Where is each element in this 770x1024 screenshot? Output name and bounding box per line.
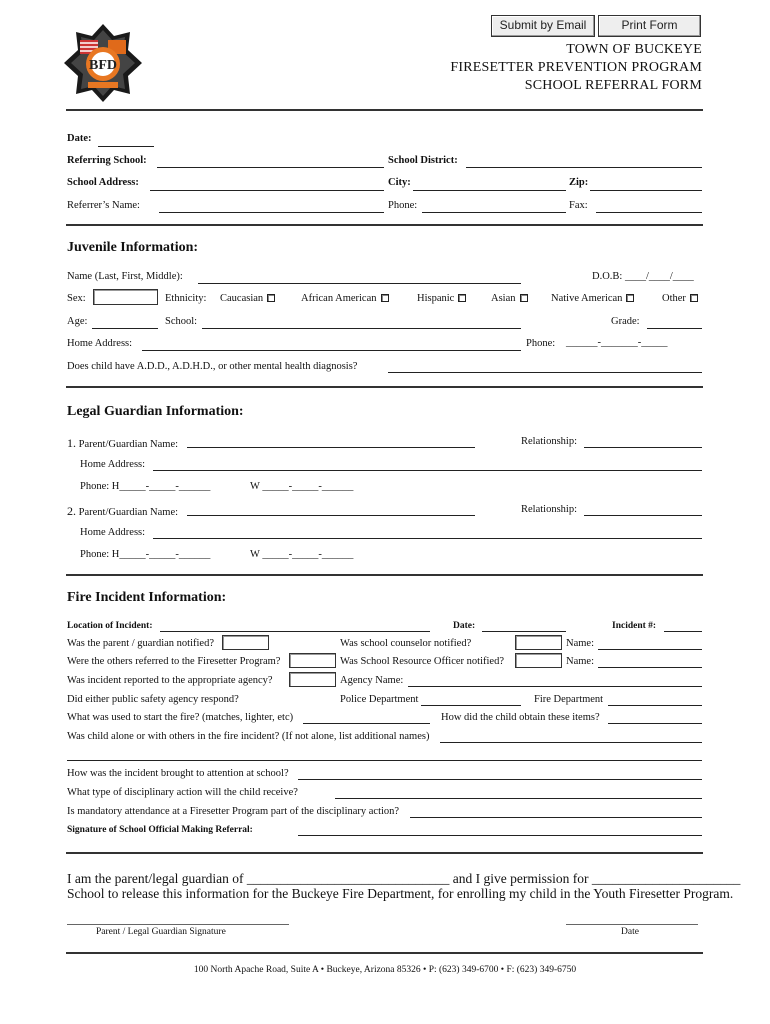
disciplinary-field[interactable] [335, 798, 702, 799]
guardian1-name-field[interactable] [187, 447, 475, 448]
incident-number-label: Incident #: [612, 621, 657, 631]
parent-notified-input[interactable] [222, 635, 269, 650]
guardian1-home-address-label: Home Address: [80, 459, 146, 470]
agency-name-label: Agency Name: [340, 675, 404, 686]
mandatory-label: Is mandatory attendance at a Firesetter Program part of the disciplinary action? [67, 806, 400, 817]
permission-statement: I am the parent/legal guardian of ______________________________ and I give permission for ______________________ [67, 871, 741, 886]
start-fire-field[interactable] [303, 723, 430, 724]
zip-label: Zip: [569, 177, 589, 188]
referrer-name-label: Referrer’s Name: [67, 200, 140, 211]
signature-date-field[interactable] [566, 924, 698, 925]
guardian2-relationship-label: Relationship: [521, 504, 577, 515]
guardian2-name-field[interactable] [187, 515, 475, 516]
section-rule [66, 852, 703, 854]
african-american-label: African American [301, 293, 377, 304]
official-signature-label: Signature of School Official Making Referral: [67, 825, 253, 835]
guardian-heading: Legal Guardian Information: [67, 404, 244, 419]
referrer-phone-field[interactable] [422, 212, 566, 213]
referrer-name-field[interactable] [159, 212, 384, 213]
sro-name-label: Name: [566, 656, 594, 667]
police-department-field[interactable] [421, 705, 521, 706]
native-american-label: Native American [551, 293, 623, 304]
caucasian-option[interactable] [220, 293, 275, 304]
diagnosis-field[interactable] [388, 372, 702, 373]
counselor-notified-label: Was school counselor notified? [340, 638, 472, 649]
school-address-field[interactable] [150, 190, 384, 191]
others-referred-label: Were the others referred to the Firesetter Program? [67, 656, 281, 667]
start-fire-label: What was used to start the fire? (matches, lighter, etc) [67, 712, 294, 723]
alone-label: Was child alone or with others in the fire incident? (If not alone, list additional names) [67, 731, 430, 742]
section-rule [66, 224, 703, 226]
svg-text:BFD: BFD [89, 58, 117, 73]
juvenile-name-field[interactable] [198, 283, 521, 284]
juvenile-name-label: Name (Last, First, Middle): [67, 271, 183, 282]
agency-name-field[interactable] [408, 686, 702, 687]
sro-notified-input[interactable] [515, 653, 562, 668]
diagnosis-label: Does child have A.D.D., A.D.H.D., or other mental health diagnosis? [67, 361, 358, 372]
african-american-option[interactable] [301, 293, 389, 304]
guardian2-home-address-field[interactable] [153, 538, 702, 539]
school-address-label: School Address: [67, 177, 139, 188]
guardian1-relationship-field[interactable] [584, 447, 702, 448]
counselor-name-field[interactable] [598, 649, 702, 650]
referring-school-field[interactable] [157, 167, 384, 168]
referring-school-label: Referring School: [67, 155, 147, 166]
alone-field-continued[interactable] [67, 760, 702, 761]
print-form-button[interactable]: Print Form [598, 15, 701, 37]
african-american-checkbox[interactable] [381, 294, 389, 302]
section-rule [66, 574, 703, 576]
other-label: Other [662, 293, 686, 304]
guardian-signature-label: Parent / Legal Guardian Signature [96, 927, 226, 937]
school-district-field[interactable] [466, 167, 702, 168]
guardian1-phone-home[interactable]: Phone: H_____-_____-______ [80, 481, 211, 492]
guardian1-home-address-field[interactable] [153, 470, 702, 471]
guardian2-name-label [67, 504, 178, 519]
other-option[interactable] [662, 293, 698, 304]
guardian2-home-address-label: Home Address: [80, 527, 146, 538]
counselor-name-label: Name: [566, 638, 594, 649]
parent-notified-label: Was the parent / guardian notified? [67, 638, 214, 649]
asian-checkbox[interactable] [520, 294, 528, 302]
other-checkbox[interactable] [690, 294, 698, 302]
guardian1-name-label [67, 436, 178, 451]
school-district-label: School District: [388, 155, 458, 166]
location-field[interactable] [160, 631, 430, 632]
school-label: School: [165, 316, 198, 327]
header-form-name: SCHOOL REFERRAL FORM [524, 78, 702, 93]
native-american-checkbox[interactable] [626, 294, 634, 302]
age-label: Age: [67, 316, 88, 327]
age-field[interactable] [92, 328, 158, 329]
hispanic-label: Hispanic [417, 293, 455, 304]
city-field[interactable] [413, 190, 566, 191]
official-signature-field[interactable] [298, 835, 702, 836]
juvenile-phone-label: Phone: [526, 338, 556, 349]
incident-date-field[interactable] [482, 631, 566, 632]
hispanic-option[interactable] [417, 293, 466, 304]
reported-agency-input[interactable] [289, 672, 336, 687]
guardian2-phone-home[interactable]: Phone: H_____-_____-______ [80, 549, 211, 560]
school-field[interactable] [202, 328, 521, 329]
submit-by-email-button[interactable]: Submit by Email [491, 15, 595, 37]
permission-statement-continued: School to release this information for the Buckeye Fire Department, for enrolling my child in the Youth Firesetter Program. [67, 886, 734, 901]
guardian-signature-field[interactable] [67, 924, 289, 925]
guardian2-phone-work[interactable]: W _____-_____-______ [250, 549, 354, 560]
disciplinary-label: What type of disciplinary action will the child receive? [67, 787, 298, 798]
sro-name-field[interactable] [598, 667, 702, 668]
home-address-label: Home Address: [67, 338, 133, 349]
counselor-notified-input[interactable] [515, 635, 562, 650]
asian-label: Asian [491, 293, 516, 304]
sex-label: Sex: [67, 293, 86, 304]
agency-respond-label: Did either public safety agency respond? [67, 694, 239, 705]
footer-address: 100 North Apache Road, Suite A • Buckeye, Arizona 85326 • P: (623) 349-6700 • F: (623) 349-6750 [193, 965, 577, 975]
grade-label: Grade: [611, 316, 640, 327]
guardian2-name-text: Parent/Guardian Name: [78, 507, 179, 518]
caucasian-label: Caucasian [220, 293, 264, 304]
signature-date-label: Date [621, 927, 639, 937]
ethnicity-label: Ethnicity: [165, 293, 207, 304]
obtain-items-label: How did the child obtain these items? [441, 712, 600, 723]
sex-input[interactable] [93, 289, 158, 305]
guardian1-name-text: Parent/Guardian Name: [78, 439, 179, 450]
city-label: City: [388, 177, 411, 188]
fax-field[interactable] [596, 212, 702, 213]
asian-option[interactable] [491, 293, 528, 304]
guardian2-relationship-field[interactable] [584, 515, 702, 516]
others-referred-input[interactable] [289, 653, 336, 668]
dob-label: D.O.B: ____/____/____ [592, 271, 694, 282]
home-address-field[interactable] [142, 350, 521, 351]
attention-field[interactable] [298, 779, 702, 780]
attention-label: How was the incident brought to attention at school? [67, 768, 289, 779]
header-town: TOWN OF BUCKEYE [566, 42, 702, 57]
alone-field[interactable] [440, 742, 702, 743]
caucasian-checkbox[interactable] [267, 294, 275, 302]
grade-field[interactable] [647, 328, 702, 329]
juvenile-heading: Juvenile Information: [67, 240, 199, 255]
fax-label: Fax: [569, 200, 588, 211]
header-program: FIRESETTER PREVENTION PROGRAM [450, 60, 702, 75]
incident-number-field[interactable] [664, 631, 702, 632]
section-rule [66, 386, 703, 388]
fire-department-label: Fire Department [534, 694, 604, 705]
guardian1-relationship-label: Relationship: [521, 436, 577, 447]
mandatory-field[interactable] [410, 817, 702, 818]
footer-rule [66, 952, 703, 954]
location-label: Location of Incident: [67, 621, 153, 631]
reported-agency-label: Was incident reported to the appropriate agency? [67, 675, 273, 686]
incident-date-label: Date: [453, 621, 476, 631]
header-rule [66, 109, 703, 111]
zip-field[interactable] [590, 190, 702, 191]
referrer-phone-label: Phone: [388, 200, 418, 211]
juvenile-phone-field[interactable]: ______-_______-_____ [566, 337, 668, 348]
fire-heading: Fire Incident Information: [67, 590, 227, 605]
police-department-label: Police Department [340, 694, 419, 705]
date-label: Date: [67, 133, 92, 144]
sro-notified-label: Was School Resource Officer notified? [340, 656, 504, 667]
guardian1-number: 1. [67, 436, 76, 450]
guardian1-phone-work[interactable]: W _____-_____-______ [250, 481, 354, 492]
date-field[interactable] [98, 146, 154, 147]
fire-department-logo [62, 22, 144, 104]
native-american-option[interactable] [551, 293, 634, 304]
guardian2-number: 2. [67, 504, 76, 518]
obtain-items-field[interactable] [608, 723, 702, 724]
hispanic-checkbox[interactable] [458, 294, 466, 302]
fire-department-field[interactable] [608, 705, 702, 706]
